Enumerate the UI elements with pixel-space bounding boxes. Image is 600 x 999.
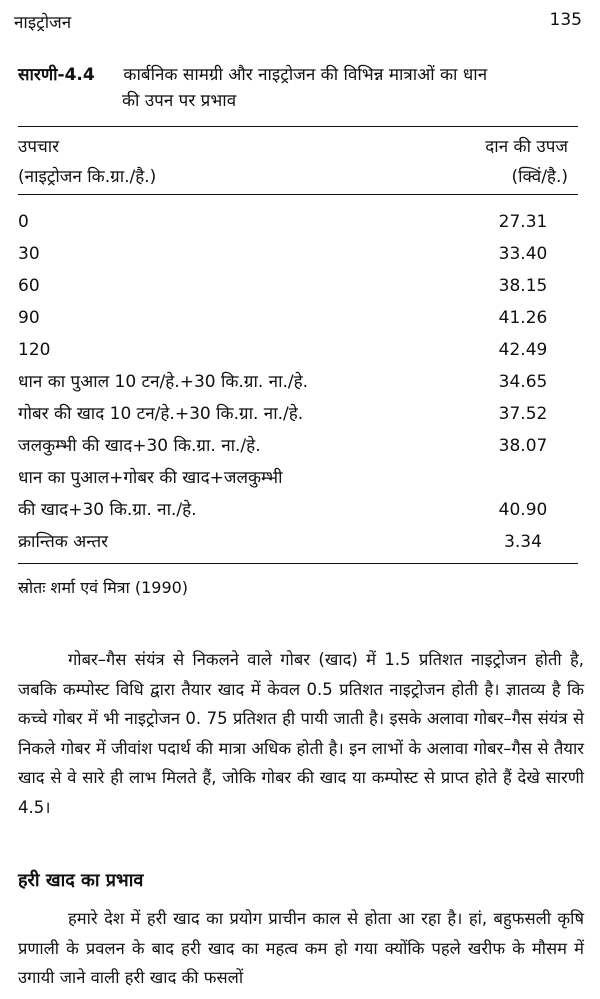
table-row [18,494,578,526]
row-yield: 37.52 [498,404,548,424]
table-bottom-rule [18,563,578,564]
row-yield: 41.26 [498,308,548,328]
row-treatment: 60 [18,276,40,296]
row-treatment: गोबर की खाद 10 टन/हे.+30 कि.ग्रा. ना./हे. [18,404,304,424]
body-paragraph-2 [18,904,584,993]
col1-header-line2: (नाइट्रोजन कि.ग्रा./है.) [18,167,157,187]
row-treatment: 0 [18,212,29,232]
body-paragraph-1 [18,645,584,822]
table-row [18,238,578,270]
table-title-line1: कार्बनिक सामग्री और नाइट्रोजन की विभिन्न मात्राओं का धान [123,65,488,85]
row-treatment: 30 [18,244,40,264]
table-row [18,526,578,558]
paragraph-2-text: हमारे देश में हरी खाद का प्रयोग प्राचीन काल से होता आ रहा है। हां, बहुफसली कृषि प्रणाली के प्रवलन के बाद हरी खाद का महत्व कम हो गया क्योंकि पहले खरीफ के मौसम में उगायी जाने वाली हरी खाद की फसलों [18,909,584,987]
table-row [18,462,578,494]
col1-header-line1: उपचार [18,137,60,157]
row-treatment: धान का पुआल 10 टन/हे.+30 कि.ग्रा. ना./हे. [18,372,309,392]
row-treatment: क्रान्तिक अन्तर [18,532,109,552]
row-treatment: 120 [18,340,51,360]
table-source: स्रोतः शर्मा एवं मित्रा (1990) [18,578,189,597]
row-yield: 38.07 [498,436,548,456]
table-label: सारणी-4.4 [18,65,95,85]
table-row [18,366,578,398]
row-yield: 3.34 [504,532,542,552]
page-number: 135 [549,10,582,30]
row-treatment: 90 [18,308,40,328]
row-yield: 38.15 [498,276,548,296]
row-yield: 33.40 [498,244,548,264]
row-yield: 42.49 [498,340,548,360]
table-row [18,270,578,302]
table-row [18,302,578,334]
col2-header-line2: (क्विं/है.) [511,167,568,187]
running-title: नाइट्रोजन [14,13,72,33]
col2-header-line1: दान की उपज [485,137,568,157]
row-yield: 34.65 [498,372,548,392]
row-yield: 27.31 [498,212,548,232]
table-row [18,430,578,462]
section-heading: हरी खाद का प्रभाव [18,870,144,891]
table-row [18,206,578,238]
table-row [18,334,578,366]
row-yield: 40.90 [498,500,548,520]
table-body [18,206,578,558]
row-treatment: धान का पुआल+गोबर की खाद+जलकुम्भी [18,468,283,488]
table-caption [18,62,584,114]
row-treatment: की खाद+30 कि.ग्रा. ना./हे. [18,500,197,520]
table-title-line2: की उपन पर प्रभाव [122,91,237,111]
table-row [18,398,578,430]
paragraph-1-text: गोबर–गैस संयंत्र से निकलने वाले गोबर (खाद) में 1.5 प्रतिशत नाइट्रोजन होती है, जबकि कम्पोस्ट विधि द्वारा तैयार खाद में केवल 0.5 प्रतिशत नाइट्रोजन होती है। ज्ञातव्य है कि कच्चे गोबर में भी नाइट्रोजन 0. 75 प्रतिशत ही पायी जाती है। इसके अलावा गोबर–गैस संयंत्र से निकले गोबर में जीवांश पदार्थ की मात्रा अधिक होती है। इन लाभों के अलावा गोबर–गैस से तैयार खाद से वे सारे ही लाभ मिलते हैं, जोकि गोबर की खाद या कम्पोस्ट से प्राप्त होते हैं देखे सारणी 4.5। [18,650,584,817]
row-treatment: जलकुम्भी की खाद+30 कि.ग्रा. ना./हे. [18,436,261,456]
table-header-rule [18,194,578,195]
table-top-rule [18,126,578,127]
